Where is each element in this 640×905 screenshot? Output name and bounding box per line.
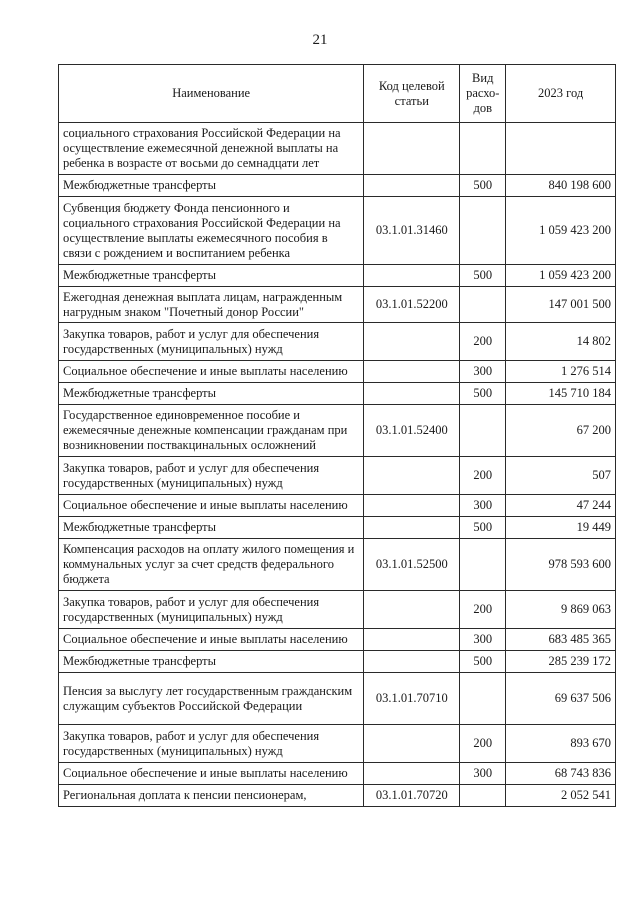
cell-code <box>364 383 460 405</box>
cell-sum: 145 710 184 <box>506 383 616 405</box>
budget-table <box>58 64 616 807</box>
cell-sum: 47 244 <box>506 495 616 517</box>
table-header-row <box>59 65 616 123</box>
cell-name: Закупка товаров, работ и услуг для обеспечения государственных (муниципальных) нужд <box>59 591 364 629</box>
cell-name: Межбюджетные трансферты <box>59 651 364 673</box>
cell-type: 500 <box>460 383 506 405</box>
cell-code <box>364 361 460 383</box>
header-code: Код целевой статьи <box>364 65 460 123</box>
cell-code <box>364 725 460 763</box>
cell-name: Региональная доплата к пенсии пенсионерам, <box>59 785 364 807</box>
cell-name: Социальное обеспечение и иные выплаты населению <box>59 495 364 517</box>
cell-sum: 507 <box>506 457 616 495</box>
cell-type: 500 <box>460 651 506 673</box>
header-type: Вид расхо-дов <box>460 65 506 123</box>
table-row <box>59 725 616 763</box>
cell-type: 300 <box>460 495 506 517</box>
table-row <box>59 517 616 539</box>
cell-sum <box>506 123 616 175</box>
cell-sum: 147 001 500 <box>506 287 616 323</box>
cell-type: 300 <box>460 629 506 651</box>
cell-code: 03.1.01.70710 <box>364 673 460 725</box>
header-name: Наименование <box>59 65 364 123</box>
cell-name: Социальное обеспечение и иные выплаты населению <box>59 629 364 651</box>
table-row <box>59 361 616 383</box>
cell-name: Пенсия за выслугу лет государственным гражданским служащим субъектов Российской Федерации <box>59 673 364 725</box>
cell-name: Государственное единовременное пособие и ежемесячные денежные компенсации гражданам при возникновении поствакцинальных осложнений <box>59 405 364 457</box>
table-row <box>59 175 616 197</box>
cell-type: 200 <box>460 323 506 361</box>
cell-code <box>364 591 460 629</box>
cell-type <box>460 539 506 591</box>
table-row <box>59 123 616 175</box>
cell-sum: 683 485 365 <box>506 629 616 651</box>
cell-type: 200 <box>460 591 506 629</box>
table-row <box>59 591 616 629</box>
table-row <box>59 457 616 495</box>
cell-code <box>364 265 460 287</box>
table-row <box>59 323 616 361</box>
table-row <box>59 763 616 785</box>
cell-name: социального страхования Российской Федерации на осуществление ежемесячной денежной выплаты на ребенка в возрасте от восьми до семнадцати лет <box>59 123 364 175</box>
cell-code <box>364 651 460 673</box>
cell-code: 03.1.01.52400 <box>364 405 460 457</box>
table-row <box>59 265 616 287</box>
cell-name: Социальное обеспечение и иные выплаты населению <box>59 763 364 785</box>
cell-sum: 69 637 506 <box>506 673 616 725</box>
cell-code <box>364 323 460 361</box>
cell-sum: 14 802 <box>506 323 616 361</box>
cell-code: 03.1.01.70720 <box>364 785 460 807</box>
table-row <box>59 383 616 405</box>
cell-type: 500 <box>460 517 506 539</box>
cell-name: Межбюджетные трансферты <box>59 383 364 405</box>
cell-type: 200 <box>460 725 506 763</box>
cell-code: 03.1.01.52500 <box>364 539 460 591</box>
cell-name: Закупка товаров, работ и услуг для обеспечения государственных (муниципальных) нужд <box>59 323 364 361</box>
cell-sum: 19 449 <box>506 517 616 539</box>
table-row <box>59 629 616 651</box>
table-row <box>59 539 616 591</box>
cell-code <box>364 517 460 539</box>
cell-type: 500 <box>460 175 506 197</box>
cell-code <box>364 123 460 175</box>
cell-type <box>460 785 506 807</box>
cell-sum: 1 059 423 200 <box>506 197 616 265</box>
table-row <box>59 495 616 517</box>
cell-type <box>460 287 506 323</box>
cell-name: Субвенция бюджету Фонда пенсионного и социального страхования Российской Федерации на осуществление выплаты ежемесячного пособия в связи с рождением и воспитанием ребенка <box>59 197 364 265</box>
cell-sum: 9 869 063 <box>506 591 616 629</box>
cell-sum: 1 276 514 <box>506 361 616 383</box>
cell-type: 300 <box>460 763 506 785</box>
cell-sum: 893 670 <box>506 725 616 763</box>
cell-sum: 1 059 423 200 <box>506 265 616 287</box>
cell-sum: 2 052 541 <box>506 785 616 807</box>
cell-code <box>364 457 460 495</box>
cell-type <box>460 197 506 265</box>
cell-type: 200 <box>460 457 506 495</box>
cell-name: Закупка товаров, работ и услуг для обеспечения государственных (муниципальных) нужд <box>59 457 364 495</box>
table-row <box>59 287 616 323</box>
cell-type <box>460 673 506 725</box>
cell-code <box>364 495 460 517</box>
cell-name: Компенсация расходов на оплату жилого помещения и коммунальных услуг за счет средств федерального бюджета <box>59 539 364 591</box>
table-row <box>59 673 616 725</box>
cell-sum: 978 593 600 <box>506 539 616 591</box>
cell-code: 03.1.01.52200 <box>364 287 460 323</box>
cell-name: Межбюджетные трансферты <box>59 265 364 287</box>
table-row <box>59 197 616 265</box>
cell-name: Социальное обеспечение и иные выплаты населению <box>59 361 364 383</box>
cell-type <box>460 405 506 457</box>
cell-type <box>460 123 506 175</box>
table-row <box>59 651 616 673</box>
table-row <box>59 405 616 457</box>
cell-type: 500 <box>460 265 506 287</box>
cell-code <box>364 763 460 785</box>
cell-name: Межбюджетные трансферты <box>59 175 364 197</box>
cell-name: Закупка товаров, работ и услуг для обеспечения государственных (муниципальных) нужд <box>59 725 364 763</box>
cell-sum: 68 743 836 <box>506 763 616 785</box>
cell-code <box>364 175 460 197</box>
header-year: 2023 год <box>506 65 616 123</box>
cell-name: Межбюджетные трансферты <box>59 517 364 539</box>
cell-sum: 840 198 600 <box>506 175 616 197</box>
cell-code: 03.1.01.31460 <box>364 197 460 265</box>
cell-sum: 67 200 <box>506 405 616 457</box>
table-row <box>59 785 616 807</box>
cell-sum: 285 239 172 <box>506 651 616 673</box>
cell-code <box>364 629 460 651</box>
cell-type: 300 <box>460 361 506 383</box>
table-body <box>59 123 616 807</box>
cell-name: Ежегодная денежная выплата лицам, награжденным нагрудным знаком "Почетный донор России" <box>59 287 364 323</box>
page-number: 21 <box>312 32 328 48</box>
